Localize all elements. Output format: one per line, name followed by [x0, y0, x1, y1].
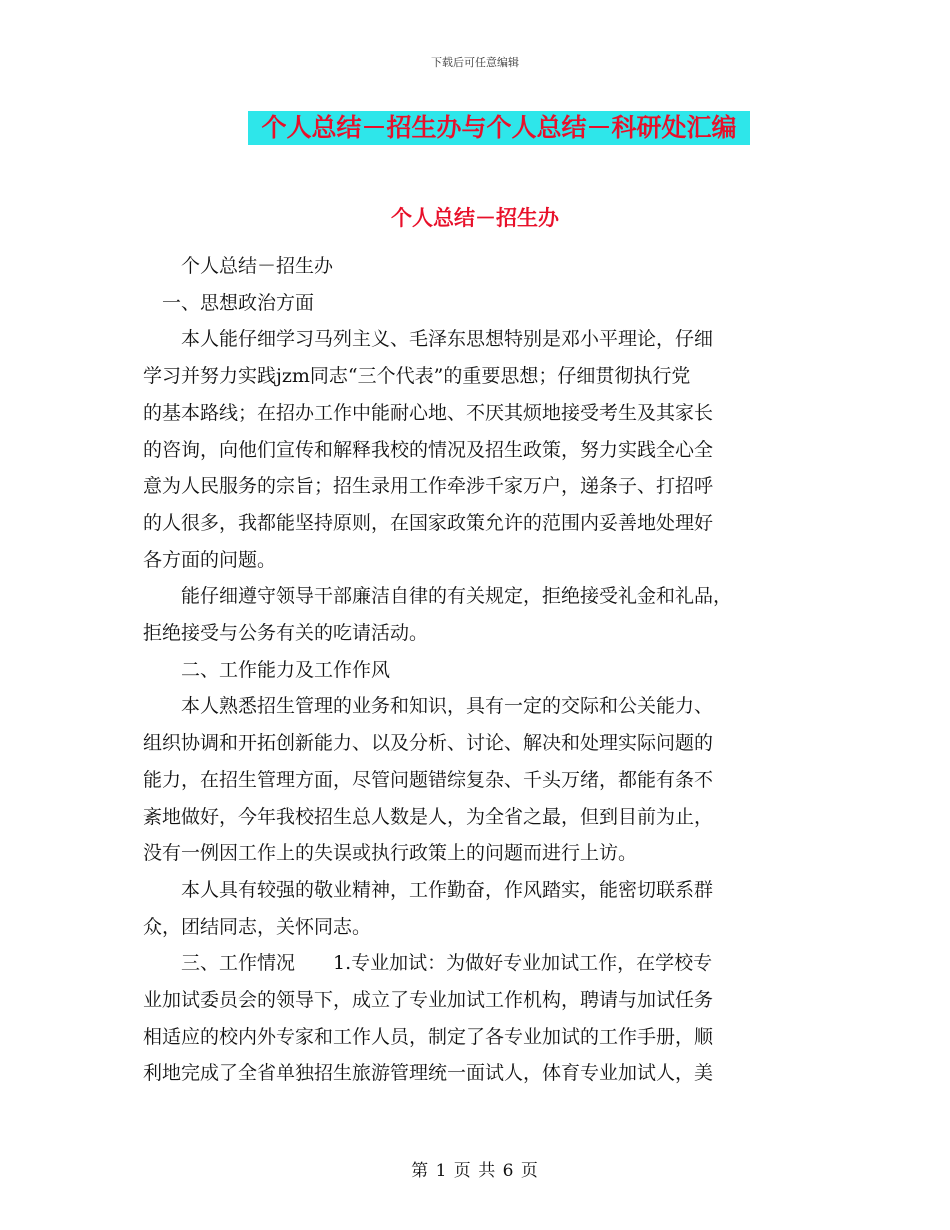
- page-number: 第 1 页 共 6 页: [411, 1161, 539, 1181]
- text-line: 组织协调和开拓创新能力、以及分析、讨论、解决和处理实际问题的: [143, 732, 714, 755]
- text-line: 二、工作能力及工作作风: [162, 658, 391, 681]
- text-line: 业加试委员会的领导下，成立了专业加试工作机构，聘请与加试任务: [143, 989, 714, 1012]
- text-line: 众，团结同志，关怀同志。: [143, 915, 372, 938]
- text-line: 本人能仔细学习马列主义、毛泽东思想特别是邓小平理论，仔细: [162, 328, 714, 351]
- text-line: 个人总结－招生办: [162, 255, 334, 277]
- section-title: 个人总结－招生办: [391, 206, 559, 230]
- text-line: 拒绝接受与公务有关的吃请活动。: [143, 622, 429, 645]
- text-line: 的人很多，我都能坚持原则，在国家政策允许的范围内妥善地处理好: [143, 511, 714, 534]
- text-line: 紊地做好，今年我校招生总人数是人，为全省之最，但到目前为止，: [143, 805, 714, 828]
- text-line: 的咨询，向他们宣传和解释我校的情况及招生政策，努力实践全心全: [143, 438, 714, 461]
- page-header-note: 下载后可任意编辑: [431, 56, 519, 69]
- text-line: 本人熟悉招生管理的业务和知识，具有一定的交际和公关能力、: [162, 695, 714, 718]
- text-line: 利地完成了全省单独招生旅游管理统一面试人，体育专业加试人，美: [143, 1062, 714, 1085]
- text-line: 各方面的问题。: [143, 548, 277, 571]
- text-line: 学习并努力实践jzm同志“三个代表”的重要思想；仔细贯彻执行党: [143, 365, 691, 388]
- text-line: 一、思想政治方面: [162, 291, 315, 314]
- text-line: 能仔细遵守领导干部廉洁自律的有关规定，拒绝接受礼金和礼品，: [162, 585, 733, 608]
- text-line: 本人具有较强的敬业精神，工作勤奋，作风踏实，能密切联系群: [162, 878, 714, 901]
- text-line: 相适应的校内外专家和工作人员，制定了各专业加试的工作手册，顺: [143, 1025, 714, 1048]
- text-line: 的基本路线；在招办工作中能耐心地、不厌其烦地接受考生及其家长: [143, 401, 714, 424]
- document-main-title: 个人总结－招生办与个人总结－科研处汇编: [248, 111, 750, 145]
- text-line: 意为人民服务的宗旨；招生录用工作牵涉千家万户，递条子、打招呼: [143, 475, 714, 498]
- text-line: 没有一例因工作上的失误或执行政策上的问题而进行上访。: [143, 842, 638, 865]
- body-text: [143, 248, 798, 1092]
- text-line: 三、工作情况 1.专业加试：为做好专业加试工作，在学校专: [162, 952, 713, 975]
- text-line: 能力，在招生管理方面，尽管问题错综复杂、千头万绪，都能有条不: [143, 768, 714, 791]
